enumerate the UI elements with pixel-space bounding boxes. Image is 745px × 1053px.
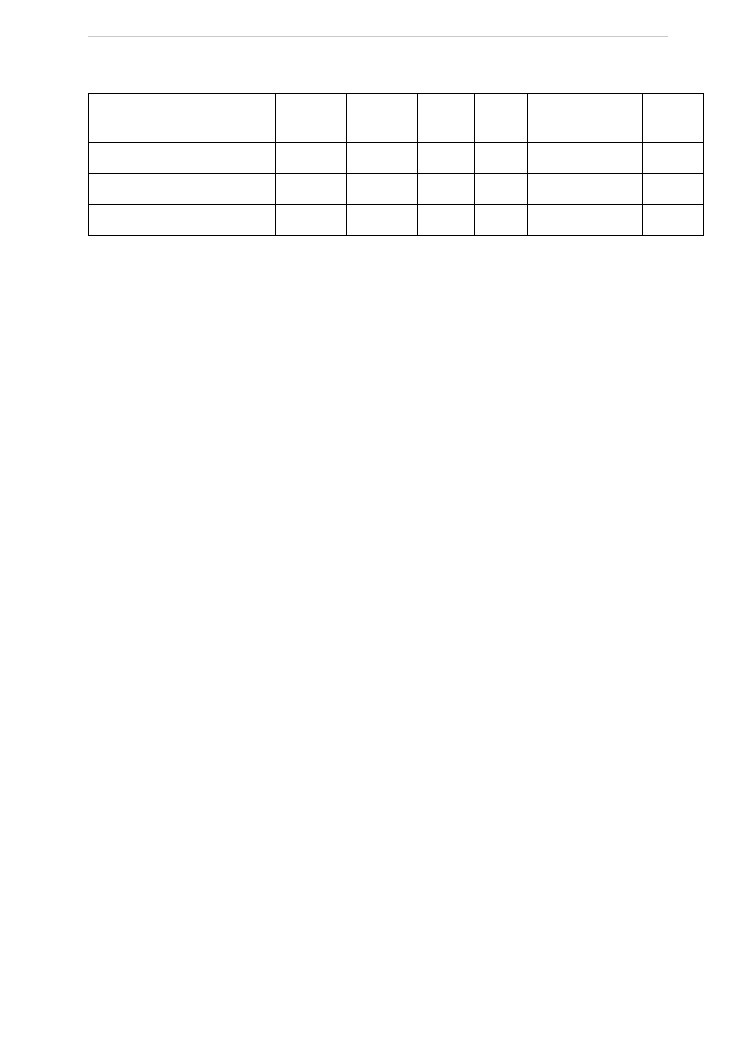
cell-bgb xyxy=(347,143,418,174)
header-cell-n xyxy=(475,94,528,143)
cell-agb xyxy=(276,174,347,205)
cell-label xyxy=(89,205,276,236)
page-content xyxy=(88,84,668,528)
header-cell-r2 xyxy=(643,94,704,143)
cell-agb xyxy=(276,205,347,236)
header-cell-rs xyxy=(418,94,475,143)
cell-n xyxy=(475,143,528,174)
cell-minmax xyxy=(528,174,643,205)
cell-n xyxy=(475,174,528,205)
cell-bgb xyxy=(347,205,418,236)
cell-n xyxy=(475,205,528,236)
cell-rs xyxy=(418,174,475,205)
cell-r2 xyxy=(643,143,704,174)
header-cell-agb xyxy=(276,94,347,143)
table-header-row xyxy=(89,94,704,143)
cell-r2 xyxy=(643,174,704,205)
cell-rs xyxy=(418,143,475,174)
cell-r2 xyxy=(643,205,704,236)
cell-minmax xyxy=(528,205,643,236)
cell-label xyxy=(89,143,276,174)
cell-minmax xyxy=(528,143,643,174)
ratio-root-shoot-table xyxy=(88,93,704,236)
table-row xyxy=(89,205,704,236)
table-body xyxy=(89,143,704,236)
header-cell-label xyxy=(89,94,276,143)
table-row xyxy=(89,143,704,174)
cell-label xyxy=(89,174,276,205)
header-rule xyxy=(88,36,668,37)
cell-bgb xyxy=(347,174,418,205)
table-row xyxy=(89,174,704,205)
header-cell-minmax xyxy=(528,94,643,143)
cell-agb xyxy=(276,143,347,174)
figure-scatter-plot xyxy=(88,250,668,510)
header-cell-bgb xyxy=(347,94,418,143)
cell-rs xyxy=(418,205,475,236)
table-head xyxy=(89,94,704,143)
scatter-plot-svg xyxy=(213,250,543,510)
